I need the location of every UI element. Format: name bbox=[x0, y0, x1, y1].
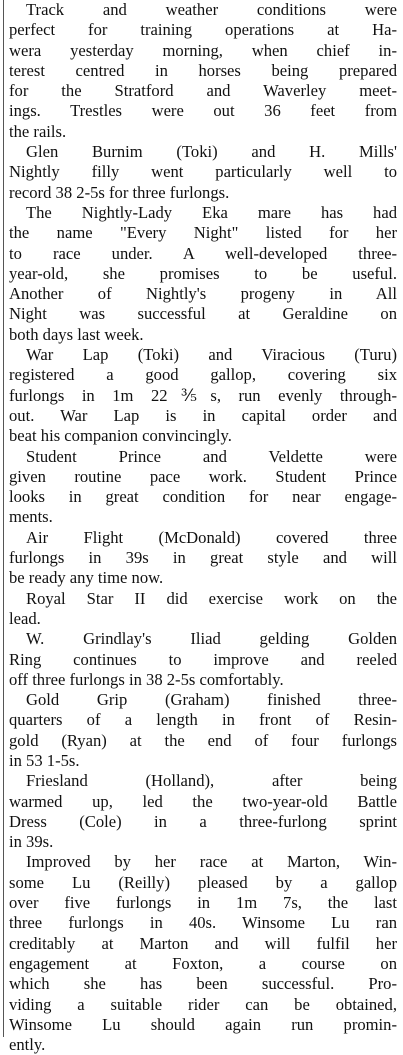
text-line: Improved by her race at Marton, Win- bbox=[26, 852, 397, 872]
text-line: terest centred in horses being prepared bbox=[9, 60, 397, 80]
text-line: perfect for training operations at Ha- bbox=[9, 20, 397, 40]
text-line: W. Grindlay's Iliad gelding Golden bbox=[26, 629, 397, 649]
article-paragraph bbox=[9, 690, 397, 771]
text-line: Air Flight (McDonald) covered three bbox=[26, 527, 397, 547]
text-line: which she has been successful. Pro- bbox=[9, 974, 397, 994]
text-line: both days last week. bbox=[9, 324, 144, 344]
text-line: over five furlongs in 1m 7s, the last bbox=[9, 893, 397, 913]
text-line: creditably at Marton and will fulfil her bbox=[9, 933, 397, 953]
article-column bbox=[3, 0, 403, 1055]
text-line: ings. Trestles were out 36 feet from bbox=[9, 101, 397, 121]
text-line: Student Prince and Veldette were bbox=[26, 446, 397, 466]
text-line: Nightly filly went particularly well to bbox=[9, 162, 397, 182]
text-line: in 39s. bbox=[9, 832, 54, 852]
text-line: ently. bbox=[9, 1035, 46, 1055]
article-paragraph bbox=[9, 447, 397, 528]
text-line: lead. bbox=[9, 608, 41, 628]
text-line: beat his companion convincingly. bbox=[9, 426, 232, 446]
article-paragraph bbox=[9, 203, 397, 345]
text-line: year-old, she promises to be useful. bbox=[9, 263, 397, 283]
text-line: for the Stratford and Waverley meet- bbox=[9, 81, 397, 101]
article-paragraph bbox=[9, 142, 397, 203]
text-line: Winsome Lu should again run promin- bbox=[9, 1014, 397, 1034]
text-line: Track and weather conditions were bbox=[26, 0, 397, 19]
article-paragraph bbox=[9, 852, 397, 1055]
text-line: quarters of a length in front of Resin- bbox=[9, 710, 397, 730]
text-line: the rails. bbox=[9, 121, 67, 141]
text-line: registered a good gallop, covering six bbox=[9, 365, 397, 385]
text-line: three furlongs in 40s. Winsome Lu ran bbox=[9, 913, 397, 933]
text-line: The Nightly-Lady Eka mare has had bbox=[26, 202, 397, 222]
article-paragraph bbox=[9, 528, 397, 589]
article-paragraph bbox=[9, 0, 397, 142]
text-line: given routine pace work. Student Prince bbox=[9, 466, 397, 486]
article-paragraph bbox=[9, 589, 397, 630]
article-paragraph bbox=[9, 629, 397, 690]
text-line: Dress (Cole) in a three-furlong sprint bbox=[9, 811, 397, 831]
text-line: furlongs in 1m 22⅗s, run evenly through- bbox=[9, 385, 397, 405]
text-line: to race under. A well-developed three- bbox=[9, 243, 397, 263]
text-line: in 53 1-5s. bbox=[9, 750, 80, 770]
text-line: be ready any time now. bbox=[9, 568, 164, 588]
text-line: ments. bbox=[9, 507, 53, 527]
text-line: Ring continues to improve and reeled bbox=[9, 649, 397, 669]
text-line: Glen Burnim (Toki) and H. Mills' bbox=[26, 142, 397, 162]
text-line: looks in great condition for near engage- bbox=[9, 487, 397, 507]
text-line: War Lap (Toki) and Viracious (Turu) bbox=[26, 345, 397, 365]
text-line: wera yesterday morning, when chief in- bbox=[9, 40, 397, 60]
text-line: some Lu (Reilly) pleased by a gallop bbox=[9, 872, 397, 892]
text-line: engagement at Foxton, a course on bbox=[9, 953, 397, 973]
text-line: gold (Ryan) at the end of four furlongs bbox=[9, 730, 397, 750]
text-line: out. War Lap is in capital order and bbox=[9, 405, 397, 425]
text-line: Royal Star II did exercise work on the bbox=[26, 588, 397, 608]
text-line: Gold Grip (Graham) finished three- bbox=[26, 690, 397, 710]
text-line: furlongs in 39s in great style and will bbox=[9, 548, 397, 568]
text-line: viding a suitable rider can be obtained, bbox=[9, 994, 397, 1014]
text-line: off three furlongs in 38 2-5s comfortably. bbox=[9, 669, 284, 689]
text-line: Night was successful at Geraldine on bbox=[9, 304, 397, 324]
text-line: Another of Nightly's progeny in All bbox=[9, 284, 397, 304]
text-line: Friesland (Holland), after being bbox=[26, 771, 397, 791]
text-line: the name "Every Night" listed for her bbox=[9, 223, 397, 243]
article-paragraph bbox=[9, 771, 397, 852]
text-line: record 38 2-5s for three furlongs. bbox=[9, 182, 230, 202]
article-paragraph bbox=[9, 345, 397, 446]
text-line: warmed up, led the two-year-old Battle bbox=[9, 791, 397, 811]
